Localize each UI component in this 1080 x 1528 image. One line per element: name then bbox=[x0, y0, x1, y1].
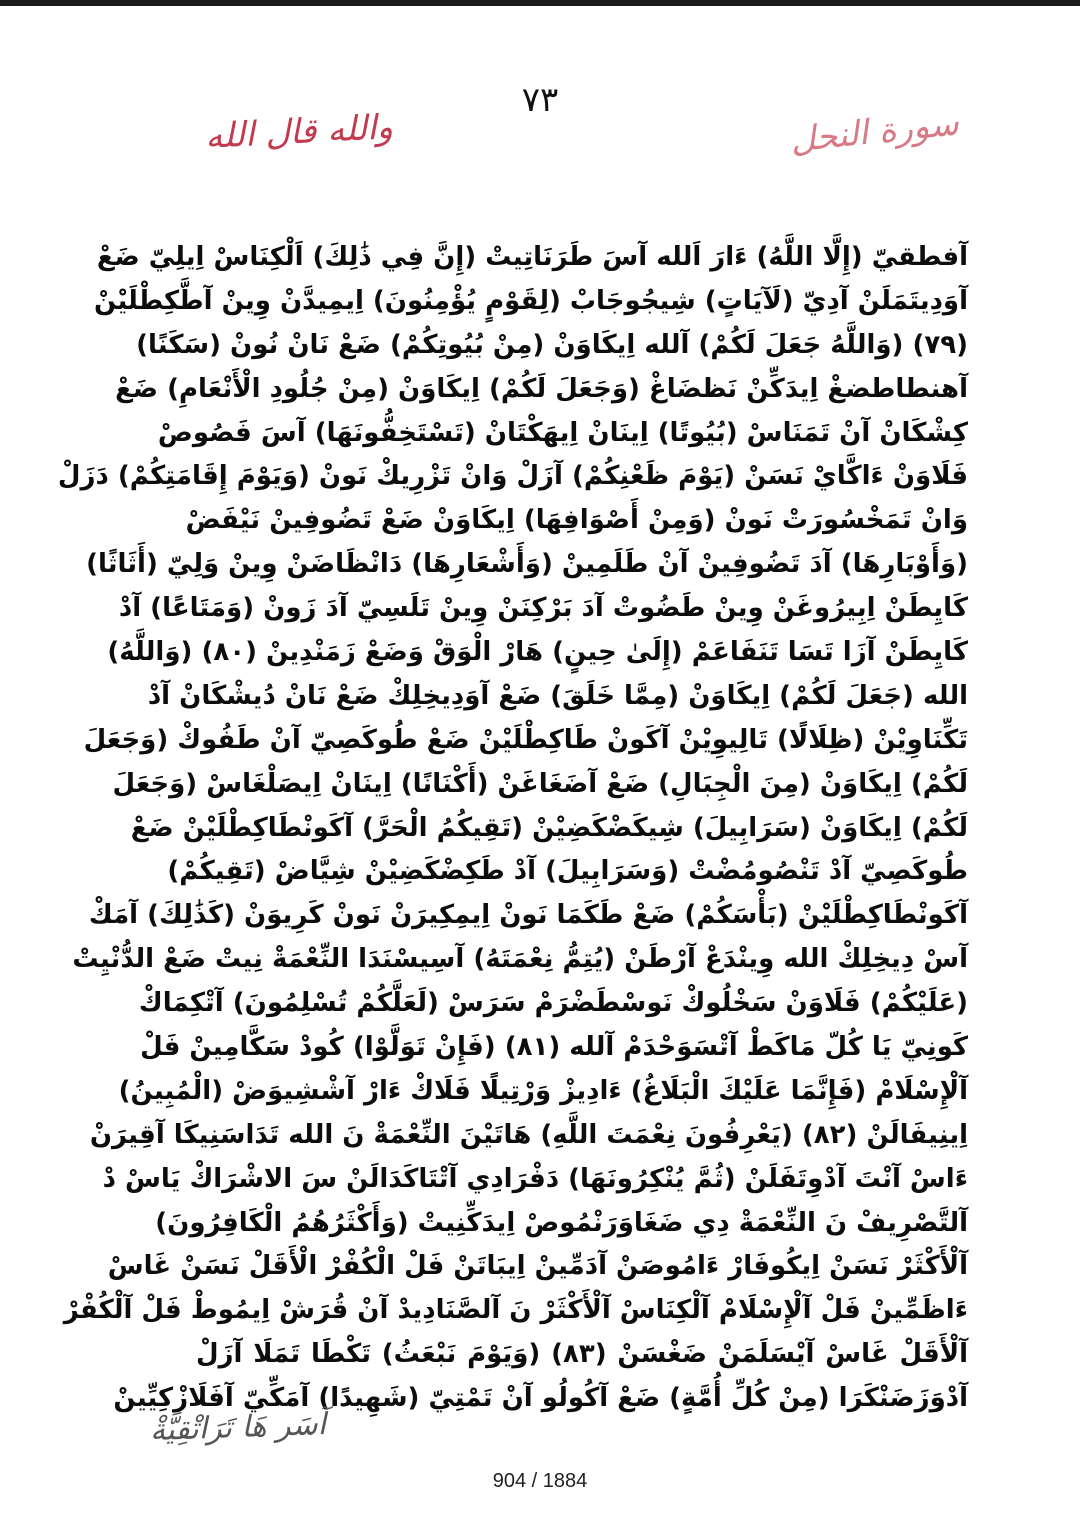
text-line: كَونِيّ يَا كُلّ مَاكَطْ آتْسَوَحْدَمْ آلله (٨١) (فَإِنْ تَوَلَّوْا) كُودْ سَكَّامِينْ فَلْ bbox=[140, 1032, 968, 1063]
text-line: وَانْ تَمَخْسُورَتْ نَونْ (وَمِنْ أَصْوَافِهَا) اِيكَاوَنْ ضَعْ تَضُوفِينْ نَيْفَضْ bbox=[185, 505, 968, 536]
text-line: الله (جَعَلَ لَكُمْ) اِيكَاوَنْ (مِمَّا خَلَقَ) ضَعْ آوَدِيخِلِكْ ضَعْ نَانْ دُيشْكَانْ آدْ bbox=[147, 680, 968, 711]
text-line: ءَاسْ آنْتَ آدْوِتَفَلَنْ (ثُمَّ يُنْكِرُونَهَا) دَفْرَادِي آتْتَاكَدَالَنْ سَ الاشْرَاكْ يَاسْ دْ bbox=[102, 1163, 968, 1194]
text-line: (وَأَوْبَارِهَا) آدَ تَضُوفِينْ آنْ طَلَمِينْ (وَأَشْعَارِهَا) دَانْظَاضَنْ وِينْ وَلِيّ (أَثَاثًا) bbox=[86, 549, 968, 580]
text-line: آوَدِيتَمَلَنْ آدِيّ (لَآيَاتٍ) شِيجُوجَابْ (لِقَوْمٍ يُؤْمِنُونَ) اِيمِيدَّنْ وِينْ آطَّكِطْلَيْنْ bbox=[94, 285, 968, 316]
text-line: كَايِطَنْ آزَا تَسَا تَنَفَاعَمْ (إِلَىٰ حِينٍ) هَارْ الْوَقْ وَضَعْ زَمَنْدِينْ (٨٠) (وَاللَّهُ) bbox=[107, 637, 968, 668]
text-line: آفطقيّ (إِلَّا اللَّهُ) ءَارَ اَلله آسَ طَرَنَاتِيتْ (إِنَّ فِي ذَٰلِكَ) اَلْكِنَاسْ اِيلِيّ ضَعْ bbox=[96, 242, 968, 272]
text-line: آلْإِسْلَامْ (فَإِنَّمَا عَلَيْكَ الْبَلَاغُ) ءَادِيزْ وَرْتِيلًا فَلَاكْ ءَارْ آشْشِيوَضْ (الْمُبِينُ) bbox=[118, 1075, 968, 1106]
text-line: آكَونْطَاكِطْلَيْنْ (بَأْسَكُمْ) ضَعْ طَكَمَا نَونْ اِيمِكِيرَنْ نَونْ كَرِيوَنْ (كَذَٰلِكَ) آمَكْ bbox=[88, 900, 968, 931]
text-line: (٧٩) (وَاللَّهُ جَعَلَ لَكُمْ) آلله اِيكَاوَنْ (مِنْ بُيُوتِكُمْ) ضَعْ نَانْ نُونْ (سَكَنًا) bbox=[136, 329, 968, 360]
handwritten-footer-note: آسَر هَا تَرَاتْقِيَّةْ bbox=[149, 1406, 327, 1449]
text-line: آهنطاطضغْ اِيدَكِّنْ نَظضَاغْ (وَجَعَلَ لَكُمْ) اِيكَاوَنْ (مِنْ جُلُودِ الْأَنْعَامِ) ضَعْ bbox=[115, 373, 968, 404]
text-line: آسْ دِيخِلِكْ الله وِينْدَعْ آرْطَنْ (يُتِمُّ نِعْمَتَهُ) آسِيسْنَدَا النِّعْمَةْ نِيتْ ضَعْ الدُّنْيِتْ bbox=[72, 944, 968, 975]
text-line: طُوكَصِيّ آدْ تَنْصُومُضْتْ (وَسَرَابِيلَ) آدْ طَكِضْكَضِيْنْ شِيَّاضْ (تَقِيكُمْ) bbox=[167, 856, 968, 887]
text-line: كَايِطَنْ اِبِيرُوغَنْ وِينْ طَضُوتْ آدَ بَرْكِنَنْ وِينْ تَلَسِيّ آدَ زَونْ (وَمَتَاعًا) آدْ bbox=[118, 593, 968, 624]
text-line: (عَلَيْكُمْ) فَلَاوَنْ سَخْلُوكْ نَوسْطَضْرَمْ سَرَسْ (لَعَلَّكُمْ تُسْلِمُونَ) آتْكِمَاكْ bbox=[138, 988, 968, 1019]
text-line: لَكُمْ) اِيكَاوَنْ (سَرَابِيلَ) شِيكَضْكَضِيْنْ (تَقِيكُمُ الْحَرَّ) آكَونْطَاكِطْلَيْنْ ضَعْ bbox=[130, 812, 968, 843]
text-line: آلتَّصْرِيفْ نَ النِّعْمَةْ دِي ضَغَاوَرَنْمُوصْ اِيدَكِّنِيتْ (وَأَكْثَرُهُمُ الْكَافِرُونَ) bbox=[155, 1207, 968, 1238]
text-line: اِينِيفَالَنْ (٨٢) (يَعْرِفُونَ نِعْمَتَ اللَّهِ) هَاتَيْنَ النِّعْمَةْ نَ الله تَدَاسَنِيكَا آقِيرَنْ bbox=[89, 1119, 968, 1150]
page-body-text bbox=[57, 236, 968, 1421]
scan-top-edge bbox=[0, 0, 1080, 6]
text-line: آلْأَكْثَرْ نَسَنْ اِيكُوفَارْ ءَامُوصَنْ آدَمِّينْ اِيبَاتَنْ فَلْ الْكُفْرْ الْأَقَلْ نَسَنْ غَاسْ bbox=[107, 1251, 968, 1282]
text-line: آدْوَزَضَنْكَرَا (مِنْ كُلِّ أُمَّةٍ) ضَعْ آكُولُو آنْ تَمْتِيّ (شَهِيدًا) آمَكِّيّ آفَلَازْكِيِّينْ bbox=[113, 1383, 968, 1414]
text-line: كِشْكَانْ آنْ تَمَنَاسْ (بُيُوتًا) اِينَانْ اِيهَكْتَانْ (تَسْتَخِفُّونَهَا) آسَ فَصُوصْ bbox=[157, 417, 968, 448]
text-line: فَلَاوَنْ ءَاكَّايْ نَسَنْ (يَوْمَ ظَعْنِكُمْ) آزَلْ وَانْ تَزْرِيكْ نَونْ (وَيَوْمَ إِقَامَتِكُمْ) دَزَلْ bbox=[57, 461, 968, 492]
page-number: ٧٣ bbox=[521, 80, 559, 120]
handwritten-surah-title: سورة النحل bbox=[788, 103, 961, 161]
text-line: ءَاظَمِّينْ فَلْ آلْإِسْلَامْ آلْكِنَاسْ آلْأَكْثَرْ نَ آلصَّنَادِيدْ آنْ قُرَشْ اِيمُوطْ فَلْ آلْكُفْرْ bbox=[63, 1295, 968, 1326]
handwritten-note-left: والله قال الله bbox=[204, 107, 394, 157]
page-counter: 904 / 1884 bbox=[492, 1470, 588, 1492]
text-line: آلْأَقَلْ غَاسْ آيْسَلَمَنْ ضَغْسَنْ (٨٣) (وَيَوْمَ نَبْعَثُ) تَكْطَا تَمَلَا آزَلْ bbox=[196, 1339, 968, 1370]
text-line: تَكِّنَاوِيْنْ (ظِلَالًا) تَالِيوِيْنْ آكَونْ طَاكِطْلَيْنْ ضَعْ طُوكَصِيّ آنْ طَفُوكْ (وَجَعَلَ bbox=[83, 724, 968, 755]
text-line: لَكُمْ) اِيكَاوَنْ (مِنَ الْجِبَالِ) ضَعْ آضَغَاغَنْ (أَكْنَانًا) اِينَانْ اِيصَلْغَاسْ (وَجَعَلَ bbox=[112, 768, 968, 799]
